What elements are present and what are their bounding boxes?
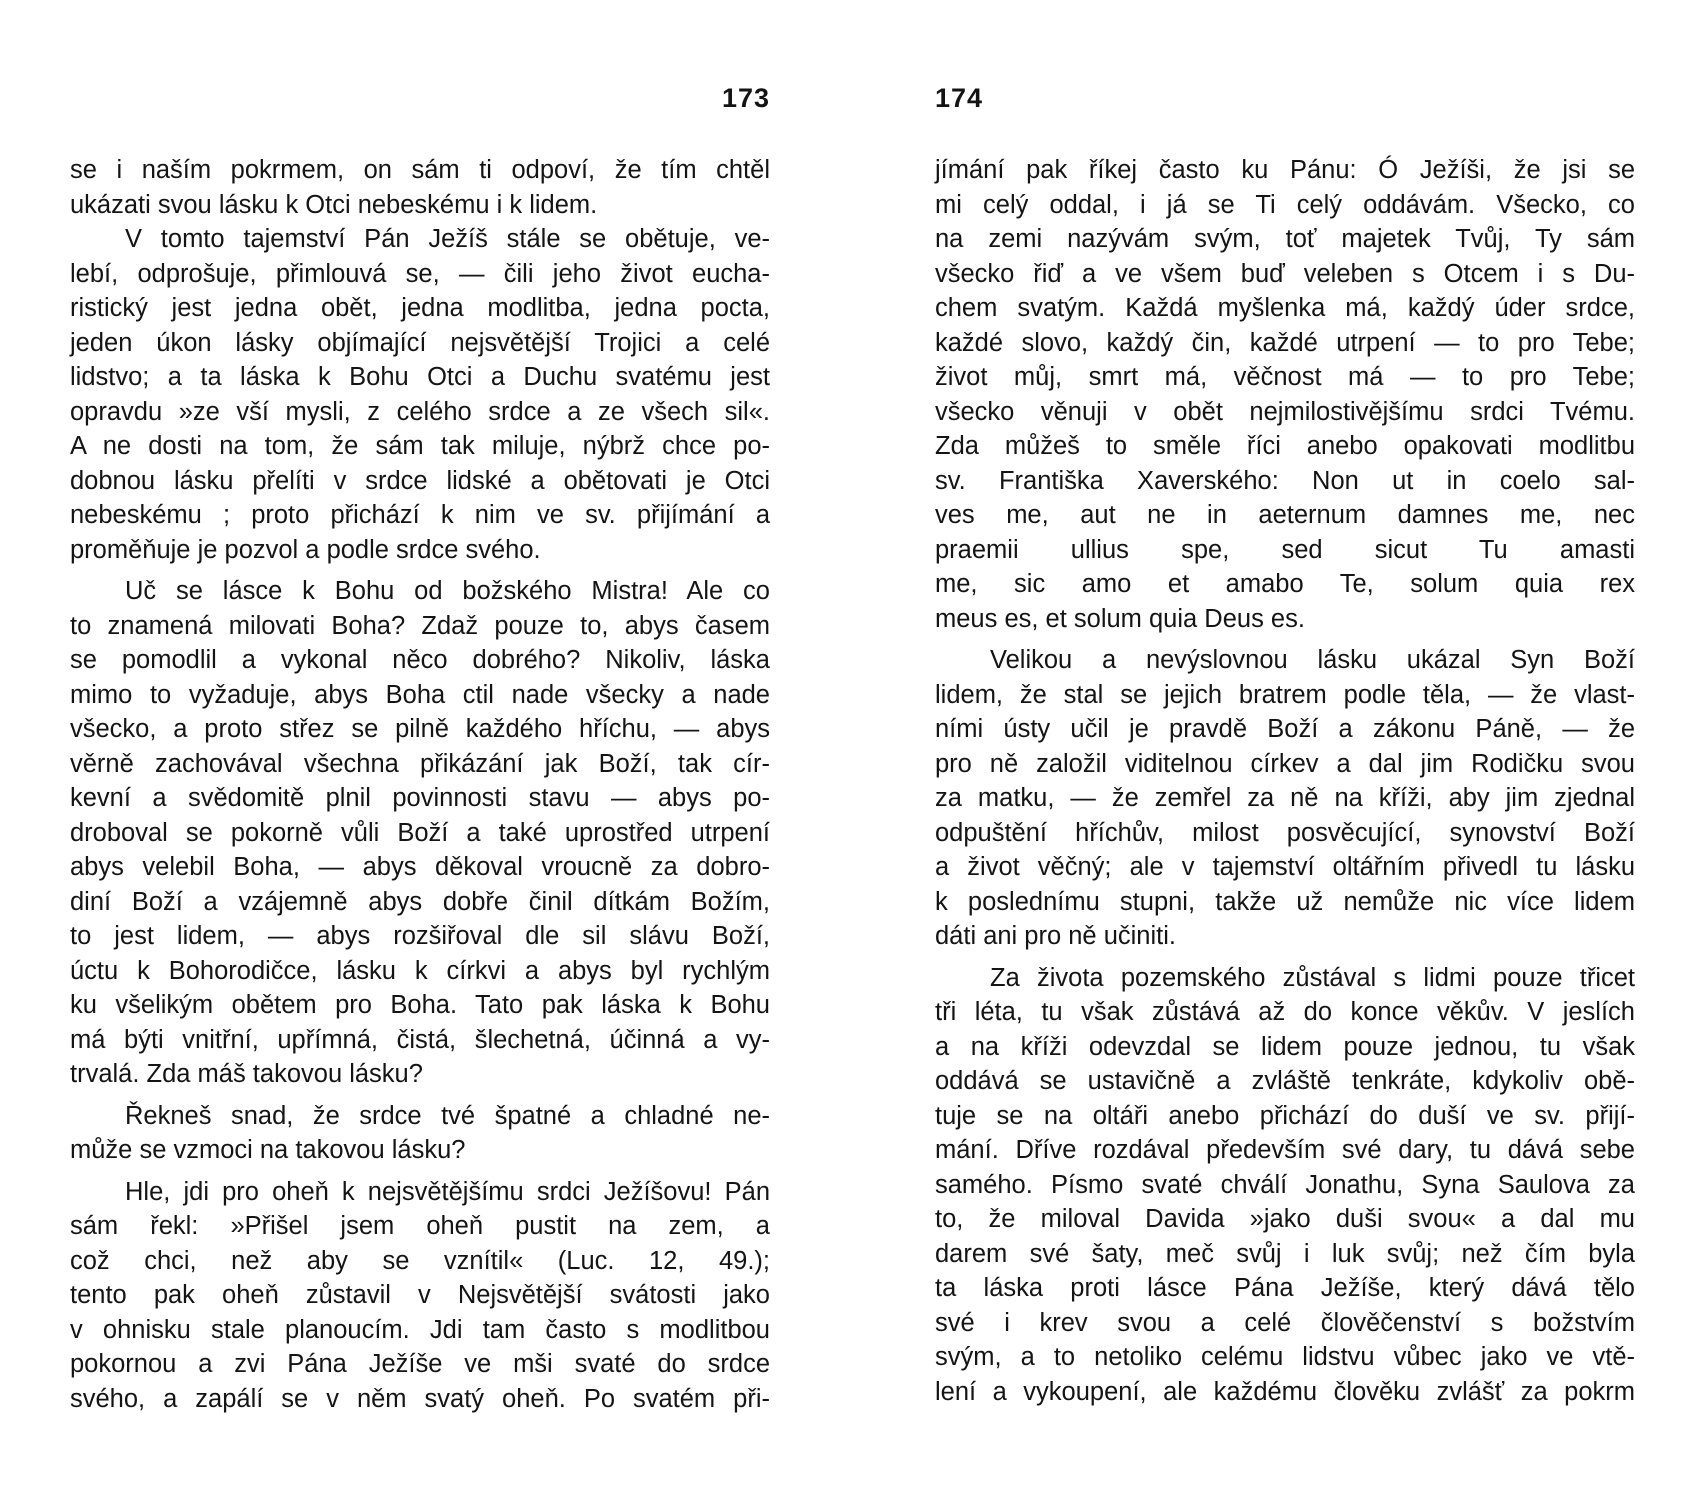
text-line: abys velebil Boha, — abys děkoval vroucně za dobro- [70,853,770,881]
text-line: má býti vnitřní, upřímná, čistá, šlechetná, účinná a vy- [70,1025,770,1054]
text-line: ukázati svou lásku k Otci nebeskému i k lidem. [70,190,598,219]
right-page [935,0,1635,1501]
text-line: Uč se lásce k Bohu od božského Mistra! Ale co [125,577,770,605]
text-line: praemii ullius spe, sed sicut Tu amasti [935,535,1635,564]
text-line: samého. Písmo svaté chválí Jonathu, Syna Saulova za [935,1170,1635,1199]
text-line: Za života pozemského zůstával s lidmi pouze třicet [990,963,1635,992]
text-line: odpuštění hříchův, milost posvěcující, synovství Boží [935,818,1635,847]
text-line: diní Boží a vzájemně abys dobře činil dítkám Božím, [70,887,770,916]
text-line: oddává se ustavičně a zvláště tenkráte, kdykoliv obě- [935,1067,1635,1095]
text-line: trvalá. Zda máš takovou lásku? [70,1060,423,1088]
text-line: tento pak oheň zůstavil v Nejsvětější svátosti jako [70,1281,770,1309]
text-line: úctu k Bohorodičce, lásku k církvi a abys byl rychlým [70,956,770,985]
text-line: jeden úkon lásky objímající nejsvětější Trojici a celé [70,328,770,357]
text-line: v ohnisku stale planoucím. Jdi tam často s modlitbou [70,1315,770,1344]
text-line: na zemi nazývám svým, toť majetek Tvůj, Ty sám [935,225,1635,253]
text-line: se pomodlil a vykonal něco dobrého? Nikoliv, láska [70,646,770,674]
text-line: to jest lidem, — abys rozšiřoval dle sil slávu Boží, [70,922,770,950]
text-line: chem svatým. Každá myšlenka má, každý úder srdce, [935,294,1635,322]
page-number: 173 [721,83,770,113]
text-line: k poslednímu stupni, takže už nemůže nic více lidem [935,887,1635,916]
text-line: všecko věnuji v obět nejmilostivějšímu srdci Tvému. [935,397,1635,426]
text-line: mimo to vyžaduje, abys Boha ctil nade všecky a nade [70,680,770,709]
text-line: opravdu »ze vší mysli, z celého srdce a ze všech sil«. [70,397,770,426]
text-line: Hle, jdi pro oheň k nejsvětějšímu srdci Ježíšovu! Pán [125,1177,770,1206]
text-line: tři léta, tu však zůstává až do konce věkův. V jeslích [935,998,1635,1026]
text-line: může se vzmoci na takovou lásku? [70,1136,466,1164]
text-line: mi celý oddal, i já se Ti celý oddávám. Všecko, co [935,190,1635,219]
text-line: pokornou a zvi Pána Ježíše ve mši svaté do srdce [70,1350,770,1378]
text-line: ta láska proti lásce Pána Ježíše, který dává tělo [935,1274,1635,1302]
text-line: ristický jest jedna obět, jedna modlitba, jedna pocta, [70,294,770,322]
text-line: což chci, než aby se vznítil« (Luc. 12, 49.); [70,1246,770,1275]
text-line: všecko, a proto střez se pilně každého hříchu, — abys [70,715,770,743]
text-line: A ne dosti na tom, že sám tak miluje, nýbrž chce po- [70,432,770,460]
text-line: svým, a to netoliko celému lidstvu vůbec jako ve vtě- [935,1343,1635,1371]
text-line: to znamená milovati Boha? Zdaž pouze to, abys časem [70,611,770,640]
text-line: lebí, odprošuje, přimlouvá se, — čili jeho život eucha- [70,259,770,288]
right-page-text [935,153,1635,1409]
text-line: Zda můžeš to směle říci anebo opakovati modlitbu [935,432,1635,460]
text-line: věrně zachovával všechna přikázání jak Boží, tak cír- [70,749,770,778]
text-line: dáti ani pro ně učiniti. [935,922,1176,950]
text-line: sv. Františka Xaverského: Non ut in coelo sal- [935,466,1635,495]
left-page-text [70,153,770,1416]
text-line: své i krev svou a celé člověčenství s božstvím [935,1308,1635,1337]
text-line: každé slovo, každý čin, každé utrpení — to pro Tebe; [935,328,1635,357]
text-line: dobnou lásku přelíti v srdce lidské a obětovati je Otci [70,466,770,495]
left-page [70,0,770,1501]
text-line: Řekneš snad, že srdce tvé špatné a chladné ne- [125,1101,770,1130]
text-line: ves me, aut ne in aeternum damnes me, nec [935,501,1635,529]
text-line: pro ně založil viditelnou církev a dal jim Rodičku svou [935,749,1635,778]
text-line: za matku, — že zemřel za ně na kříži, aby jim zjednal [935,784,1635,812]
text-line: kevní a svědomitě plnil povinnosti stavu — abys po- [70,784,770,812]
text-line: droboval se pokorně vůli Boží a také uprostřed utrpení [70,818,770,847]
text-line: ními ústy učil je pravdě Boží a zákonu Páně, — že [935,715,1635,743]
text-line: darem své šaty, meč svůj i luk svůj; než čím byla [935,1239,1635,1268]
text-line: Velikou a nevýslovnou lásku ukázal Syn Boží [990,646,1635,674]
text-line: všecko řiď a ve všem buď veleben s Otcem i s Du- [935,259,1635,288]
text-line: proměňuje je pozvol a podle srdce svého. [70,535,541,564]
text-line: lidem, že stal se jejich bratrem podle těla, — že vlast- [935,680,1635,709]
text-line: me, sic amo et amabo Te, solum quia rex [935,570,1635,598]
text-line: V tomto tajemství Pán Ježíš stále se obětuje, ve- [125,225,770,253]
page-number: 174 [935,83,984,113]
text-line: tuje se na oltáři anebo přichází do duší ve sv. přijí- [935,1101,1635,1130]
text-line: lení a vykoupení, ale každému člověku zvlášť za pokrm [935,1377,1635,1406]
text-line: jímání pak říkej často ku Pánu: Ó Ježíši, že jsi se [935,156,1635,184]
text-line: mání. Dříve rozdával především své dary, tu dává sebe [935,1136,1635,1164]
text-line: a na kříži odevzdal se lidem pouze jednou, tu však [935,1032,1635,1061]
text-line: a život věčný; ale v tajemství oltářním přivedl tu lásku [935,853,1635,881]
text-line: meus es, et solum quia Deus es. [935,604,1305,633]
text-line: sám řekl: »Přišel jsem oheň pustit na zem, a [70,1212,770,1240]
text-line: to, že miloval Davida »jako duši svou« a dal mu [935,1205,1635,1233]
text-line: svého, a zapálí se v něm svatý oheň. Po svatém při- [70,1384,770,1413]
text-line: ku všelikým obětem pro Boha. Tato pak láska k Bohu [70,991,770,1019]
text-line: se i naším pokrmem, on sám ti odpoví, že tím chtěl [70,156,770,184]
text-line: nebeskému ; proto přichází k nim ve sv. přijímání a [70,501,770,529]
text-line: lidstvo; a ta láska k Bohu Otci a Duchu svatému jest [70,363,770,391]
text-line: život můj, smrt má, věčnost má — to pro Tebe; [935,363,1635,391]
